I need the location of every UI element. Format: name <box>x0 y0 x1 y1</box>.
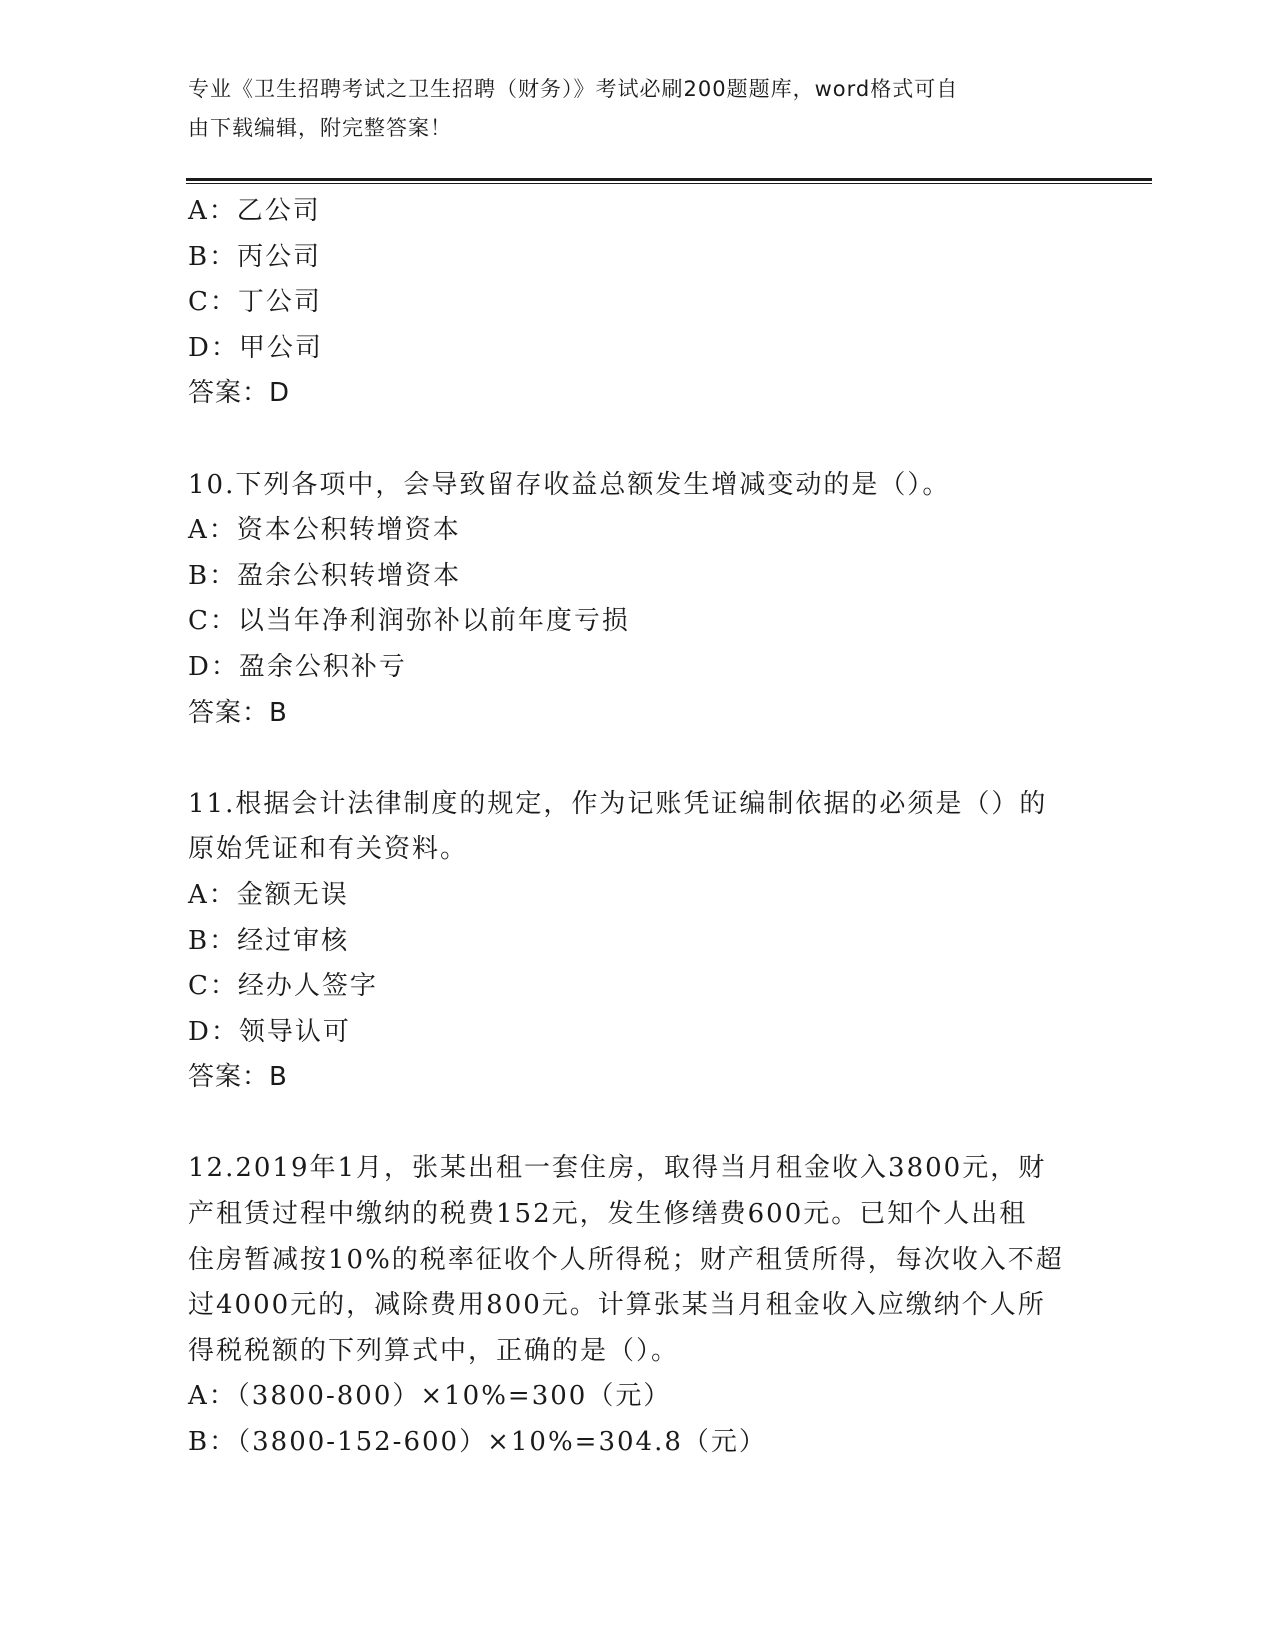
answer-line: 答案：D <box>188 378 291 409</box>
option-b: B：经过审核 <box>188 925 350 956</box>
option-c: C：丁公司 <box>188 287 322 318</box>
question-text-line-1: 12.2019年1月，张某出租一套住房，取得当月租金收入3800元，财 <box>188 1153 1047 1184</box>
question-text-line-3: 住房暂减按10%的税率征收个人所得税；财产租赁所得，每次收入不超 <box>188 1244 1064 1275</box>
header-divider-thin <box>186 183 1152 184</box>
answer-line: 答案：B <box>188 1062 288 1093</box>
document-header <box>188 70 1068 148</box>
header-divider-thick <box>186 178 1152 181</box>
option-c: C：以当年净利润弥补以前年度亏损 <box>188 606 630 637</box>
question-11-block <box>188 782 1088 1101</box>
option-a: A：（3800-800）×10%=300（元） <box>188 1381 672 1412</box>
option-c: C：经办人签字 <box>188 971 378 1002</box>
option-d: D：领导认可 <box>188 1016 351 1047</box>
option-b: B：（3800-152-600）×10%=304.8（元） <box>188 1427 767 1458</box>
question-12-block <box>188 1146 1088 1465</box>
question-text-line-1: 11.根据会计法律制度的规定，作为记账凭证编制依据的必须是（）的 <box>188 788 1048 819</box>
option-a: A：乙公司 <box>188 196 321 226</box>
spacer <box>188 417 1088 463</box>
header-line-2: 由下载编辑，附完整答案！ <box>188 116 452 140</box>
question-text-line-5: 得税税额的下列算式中，正确的是（）。 <box>188 1335 680 1366</box>
document-body <box>188 189 1088 1466</box>
question-text-line-2: 产租赁过程中缴纳的税费152元，发生修缮费600元。已知个人出租 <box>188 1199 1028 1230</box>
answer-line: 答案：B <box>188 697 288 728</box>
option-a: A：资本公积转增资本 <box>188 515 461 546</box>
question-text: 10.下列各项中，会导致留存收益总额发生增减变动的是（）。 <box>188 469 951 500</box>
header-line-1: 专业《卫生招聘考试之卫生招聘（财务）》考试必刷200题题库，word格式可自 <box>188 77 959 101</box>
question-10-block <box>188 463 1088 737</box>
spacer <box>188 736 1088 782</box>
option-a: A：金额无误 <box>188 879 349 910</box>
spacer <box>188 1101 1088 1147</box>
question-9-block <box>188 189 1088 417</box>
option-b: B：丙公司 <box>188 241 322 272</box>
option-d: D：甲公司 <box>188 332 323 363</box>
option-b: B：盈余公积转增资本 <box>188 560 462 591</box>
option-d: D：盈余公积补亏 <box>188 651 407 682</box>
question-text-line-4: 过4000元的，减除费用800元。计算张某当月租金收入应缴纳个人所 <box>188 1290 1046 1321</box>
question-text-line-2: 原始凭证和有关资料。 <box>188 834 469 865</box>
